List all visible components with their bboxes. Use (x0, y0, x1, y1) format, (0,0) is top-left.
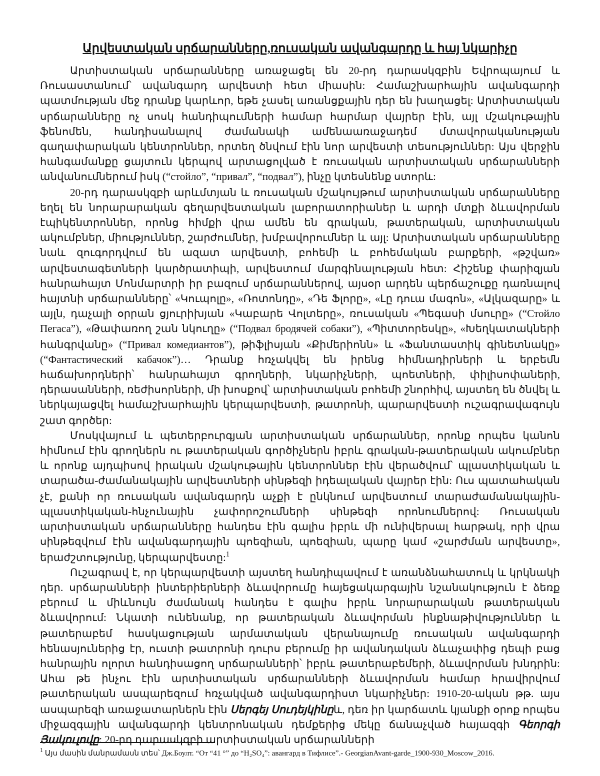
footnote (40, 746, 560, 759)
name-yakulov: Գեորգի Յակուլովը (40, 719, 560, 746)
paragraph-3 (40, 429, 560, 566)
name-sudeikin: Սերգեյ Սուդեյկինը (230, 704, 334, 716)
paragraph-2: 20-րդ դարասկզբի արևմտյան և ռուսական մշակույթում արտիստական սրճարանները եղել են նորարարական գեղարվեստական լաբորատորիաներ և արդի մտքի ձևավորման էպիկենտրոններ, որոնց հիմքի վրա ամեն են գրական, թատերական, արտիստական ակումբներ, միություններ, շարժումներ, խմբավորումներ և այլ: Արտիստական սրճարանները նաև զուգորդվում են ազատ արվեստի, բոհեմի և բոհեմական բարքերի, «թշվառ» արվեստագետների կարծրատիպի, արվեստում մարգինալության հետ: Հիշենք փարիզյան հանրահայտ Մոնմարտրի իր բազում սրճարաններով, այսօր արդեն պերճաշուքը դառնալով հայտնի սրճարանները՝ «Կուպոլը», «Ռոտոնդը», «Դե Ֆլորը», «Լը դուա մագոն», «Ալկազարը» և այլն, դաչալի օրրան ցյուրիխյան «Կաբարե Վոլտերը», ռուսական «Պեգասի մսուրը» (“Стойло Пегаса”), «Թափառող շան նկուղը» (“Подвал бродячей собаки”), «Պիտտորեսկը», «Խեղկատակների հանգրվանը» (“Привал комедиантов”), թիֆլիսյան «Քիմերիոնն» և «Ֆանտաստիկ գինետնակը» (“Фантастический кабачок”)… Դրանք հռչակվել են իրենց հիմնադիրների և երբեմն հաճախորդների՝ հանրահայտ գրողների, նկարիչների, պոետների, փիլիսոփաների, դերասանների, ռեժիսորների, մի խոսքով՝ արտիստական բոհեմի շնորհիվ, այստեղ են ծնվել և ներկայացվել համաշխարհային կերպարվեստի, թատրոնի, պարարվեստի ուշագրավագույն շատ գործեր: (40, 187, 560, 427)
paragraph-4 (40, 566, 560, 748)
page-title: Արվեստական սրճարանները,ռուսական ավանգարդը և հայ նկարիչը (82, 41, 518, 55)
paragraph-3-text: Մոսկվայում և պետերբուրգյան արտիստական սրճարաններ, որոնք որպես կանոն հիմնում էին գրողներն ու թատերական գործիչներն իբրև գրական-թատերական ակումբներ և որոնք այդպիսով իրական մշակութային կենտրոններ էին վերածվում՝ պլաստիկական և տարածա-ժամանակային արվեստների սինթեզի իդեալական վայրեր էին: Ուս պատահական չէ, քանի որ ռուսական ավանգարդն աչքի է ընկնում արվեստում տարաժամանակային-պլաստիկական-հնչունային չափորոշումների սինթեզի որոնումներով: Ռուսական արտիստական սրճարանները հանդես էին գալիս իբրև մի ունիվերսալ հարթակ, որի վրա սինթեզվում էին ավանգարդային պոեզիան, պոեզիան, պարը կամ «շարժման արվեստը», երաժշտությունը, կերպարվեստը: (40, 430, 560, 564)
footnote-text: Այս մասին մանրամասն տես՝ Дж.Боулт. “От “41 °” до “H₂SO₄”: авангард в Тифлисе”.- GeorgianAvant-garde_1900-930_Moscow_2016. (44, 748, 495, 758)
paragraph-4-text-middle: և, դեռ իր կարճատև կյանքի օրոք որպես միջազգային ավանգարդի կենտրոնական դեմքերից մեկը ճանաչված հայազգի (40, 704, 560, 731)
footnote-reference[interactable]: 1 (225, 549, 230, 558)
paragraph-1: Արտիստական սրճարանները առաջացել են 20-րդ դարասկզբին Եվրոպայում և Ռուսաստանում՝ ավանգարդ արվեստի հետ միասին: Համաշխարհային ավանգարդի պատմության մեջ դրանք կարևոր, եթե չասել առանցքային դեր են խաղացել: Արտիստական սրճարանները ոչ սոսկ հանդիպումների համար հարմար վայրեր էին, այլ մշակութային ֆենոմեն, հանդիսանալով ժամանակի ամենաառաջադեմ մտավորականության գաղափարական կենտրոններ, որտեղ ծնվում էին նոր արվեստի տեսություններ: Այս վերջին հանգամանքը ցայտուն կերպով արտացոլված է ռուսական արտիստական սրճարանների անվանումներում իսկ (“стойло”, “привал”, “подвал”), ինչը կտեսնենք ստորև: (40, 66, 560, 184)
footnote-divider (40, 742, 215, 743)
footnote-number: 1 (40, 748, 43, 754)
paragraph-4-text-before: Ուշագրավ է, որ կերպարվեստի այստեղ հանդիպավում է առանձնահատուկ և կրկնակի դեր. սրճարանների ինտերիերների ձևավորումը հայեցակարգային նշանակություն է ձեռք բերում և միևնույն ժամանակ հանդես է գալիս իբրև նորարարական թատերական ձևավորում: Նկատի ունենանք, որ թատերական ձևավորման ինքնաթիվություններ և թատերաբեմ հասկացության արմատական վերանայումը ռուսական ավանգարդի հենասյուներից էր, ուստի թատրոնի դուրս բերումը իր ավանդական ձևաչափից դեպի բաց հանրային ոլորտ հանդիսացող սրճարանների՝ իբրև թատերաբեմերի, ձևավորման խնդրին: Ահա թե ինչու էին արտիստական սրճարանների ձևավորման համար հրավիրվում թատերական ասպարեզում հռչակված ավանգարդիստ նկարիչներ: 1910-20-ական թթ. այս ասպարեզի առաջատարներն էին (40, 567, 560, 716)
paragraph-4-text-after: : 20-րդ դարասկզբի արտիստական սրճարանների (99, 734, 375, 746)
document-body (40, 64, 560, 746)
